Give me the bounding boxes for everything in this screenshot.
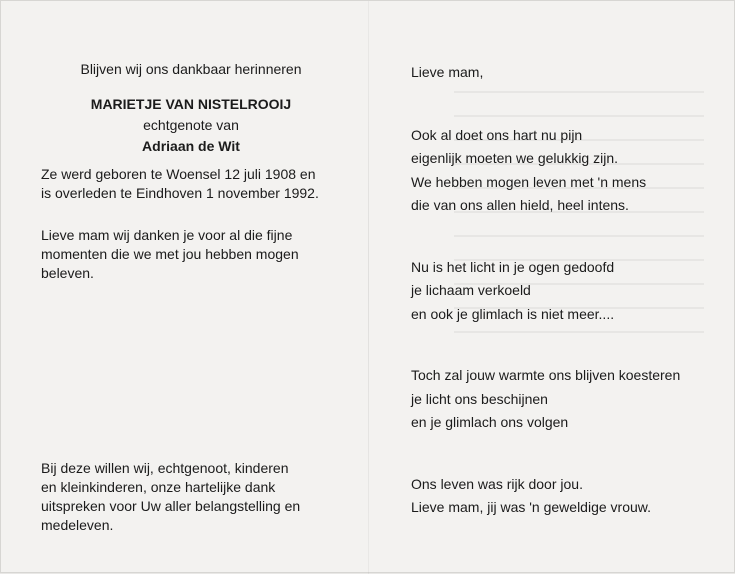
- spouse-name: Adriaan de Wit: [142, 138, 240, 154]
- poem-line: Ons leven was rijk door jou.: [411, 475, 583, 492]
- closing-line: medeleven.: [41, 517, 114, 533]
- poem-line: en ook je glimlach is niet meer....: [411, 305, 615, 322]
- poem-line: Toch zal jouw warmte ons blijven koesteren: [411, 367, 681, 383]
- poem-line: We hebben mogen leven met 'n mens: [411, 173, 647, 190]
- poem-line: Nu is het licht in je ogen gedoofd: [411, 258, 615, 275]
- thanks-line: Lieve mam wij danken je voor al die fijne: [41, 227, 293, 243]
- death-text: is overleden te Eindhoven 1 november 1992.: [41, 185, 319, 201]
- thanks-line: momenten die we met jou hebben mogen: [41, 246, 299, 262]
- left-panel: [41, 61, 341, 534]
- poem-line: Lieve mam, jij was 'n geweldige vrouw.: [411, 499, 652, 515]
- poem-line: eigenlijk moeten we gelukkig zijn.: [411, 150, 618, 166]
- poem-line: die van ons allen hield, heel intens.: [411, 197, 629, 213]
- birth-text: Ze werd geboren te Woensel 12 juli 1908 en: [41, 166, 316, 182]
- poem-greeting: Lieve mam,: [411, 64, 484, 80]
- intro-block: [41, 61, 341, 155]
- intro-text: Blijven wij ons dankbaar herinneren: [80, 61, 302, 77]
- poem-line: je lichaam verkoeld: [411, 282, 531, 298]
- life-dates: [41, 166, 341, 202]
- thanks-line: beleven.: [41, 265, 94, 281]
- poem-stanza-2: [411, 256, 711, 327]
- relation-text: echtgenote van: [143, 117, 239, 133]
- closing-line: Bij deze willen wij, echtgenoot, kinderen: [41, 460, 289, 476]
- poem-line: je licht ons beschijnen: [411, 390, 548, 407]
- deceased-name: MARIETJE VAN NISTELROOIJ: [90, 96, 292, 112]
- closing-line: en kleinkinderen, onze hartelijke dank: [41, 479, 276, 495]
- right-panel: [411, 61, 711, 520]
- closing-line: uitspreken voor Uw aller belangstelling en: [41, 498, 301, 514]
- poem-line: en je glimlach ons volgen: [411, 414, 569, 430]
- closing-paragraph: [41, 460, 341, 534]
- poem-stanza-1: [411, 124, 711, 218]
- poem-stanza-3: [411, 364, 711, 435]
- poem-stanza-4: [411, 473, 711, 520]
- thanks-paragraph: [41, 227, 341, 282]
- fold-line: [368, 1, 369, 574]
- poem-line: Ook al doet ons hart nu pijn: [411, 126, 583, 143]
